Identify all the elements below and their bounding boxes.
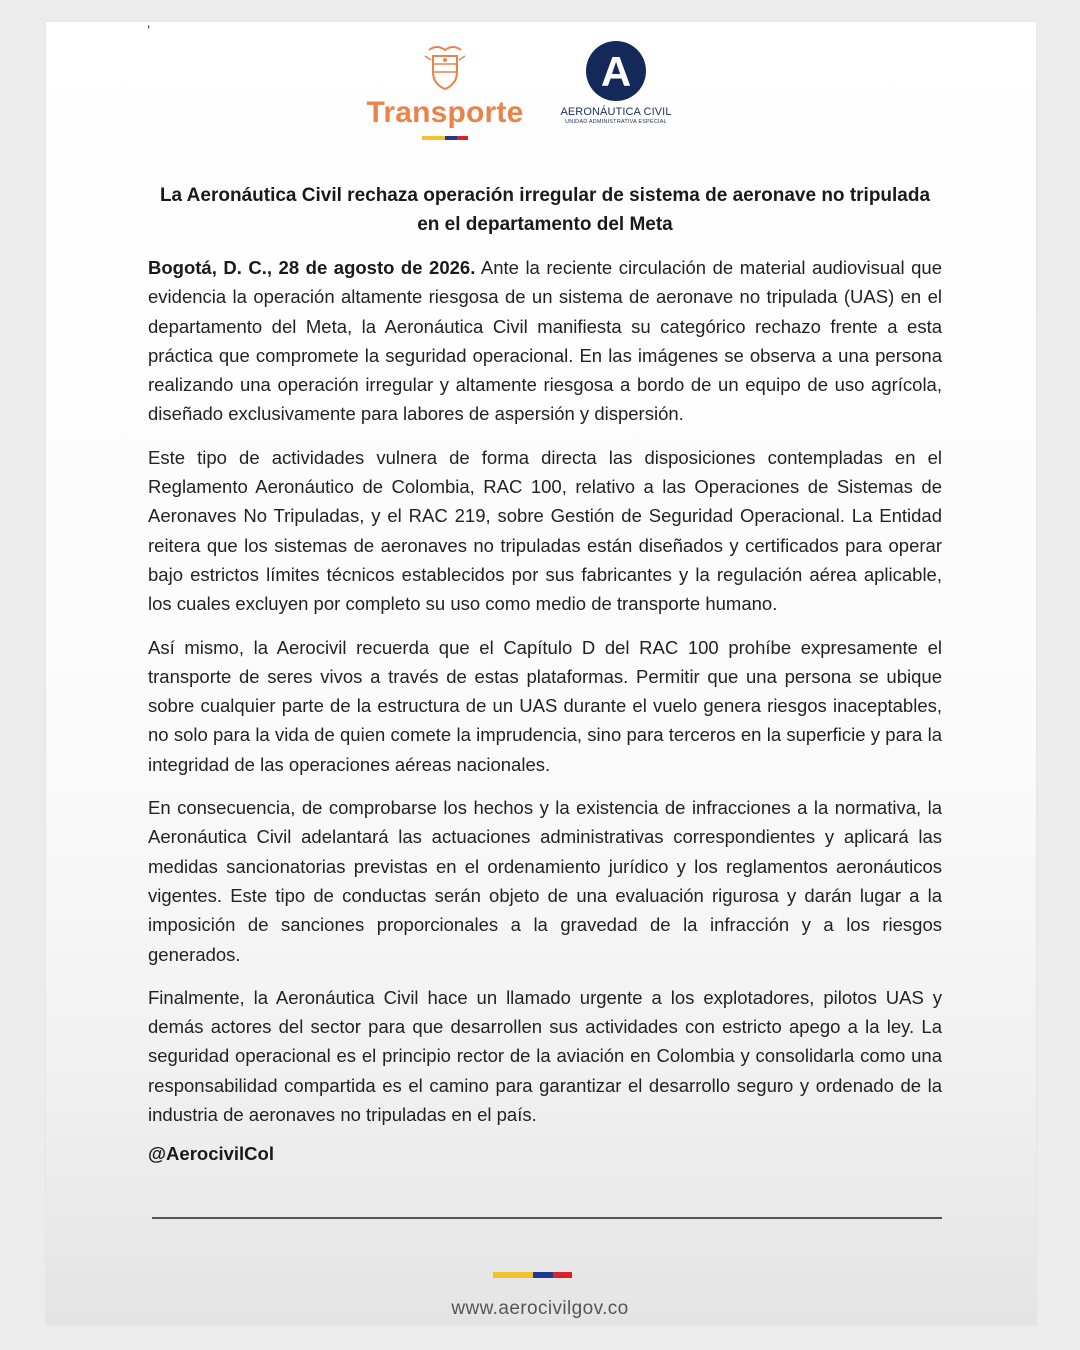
press-release-title [148,181,942,239]
transporte-wordmark: Transporte [366,96,524,129]
footer-flag-bar [493,1272,572,1278]
transporte-logo [360,38,530,140]
aerocivil-logo [546,40,686,125]
paragraph-2: Este tipo de actividades vulnera de forma directa las disposiciones contempladas en el Reglamento Aeronáutico de Colombia, RAC 100, relativo a las Operaciones de Sistemas de Aeronaves No Tripuladas, y el RAC 219, sobre Gestión de Seguridad Operacional. La Entidad reitera que los sistemas de aeronaves no tripuladas están diseñados y certificados para operar bajo estrictos límites técnicos establecidos por sus fabricantes y la regulación aérea aplicable, los cuales excluyen por completo su uso como medio de transporte humano. [148,446,942,615]
aerocivil-name: AERONÁUTICA CIVIL [560,106,672,118]
paragraph-1 [148,253,942,429]
footer-website-url: www.aerocivilgov.co [451,1298,629,1319]
stray-tick-mark: ’ [147,22,151,38]
coat-of-arms-icon [423,42,467,92]
transporte-flag-bar [422,136,468,140]
aerocivil-emblem-icon [585,40,647,102]
dateline: Bogotá, D. C., 28 de agosto de 2026. [148,257,476,278]
aerocivil-emblem-letter: A [600,48,632,95]
header-logos [0,38,1080,148]
footer-divider [152,1217,942,1219]
paragraph-3: Así mismo, la Aerocivil recuerda que el Capítulo D del RAC 100 prohíbe expresamente el transporte de seres vivos a través de estas plataformas. Permitir que una persona se ubique sobre cualquier parte de la estructura de un UAS durante el vuelo genera riesgos inaceptables, no solo para la vida de quien comete la imprudencia, sino para terceros en la superficie y para la integridad de las operaciones aéreas nacionales. [148,636,942,775]
aerocivil-subtitle: UNIDAD ADMINISTRATIVA ESPECIAL [565,119,667,125]
paragraph-1-text: Ante la reciente circulación de material audiovisual que evidencia la operación altamente riesgosa de un sistema de aeronave no tripulada (UAS) en el departamento del Meta, la Aeronáutica Civil manifiesta su categórico rechazo frente a esta práctica que compromete la seguridad operacional. En las imágenes se observa a una persona realizando una operación irregular y altamente riesgosa a bordo de un equipo de uso agrícola, diseñado exclusivamente para labores de aspersión y dispersión. [148,257,942,425]
title-line-1: La Aeronáutica Civil rechaza operación irregular de sistema de aeronave no tripulada [159,185,931,206]
social-handle: @AerocivilCol [148,1143,274,1165]
paragraph-5: Finalmente, la Aeronáutica Civil hace un llamado urgente a los explotadores, pilotos UAS y demás actores del sector para que desarrollen sus actividades con estricto apego a la ley. La seguridad operacional es el principio rector de la aviación en Colombia y consolidarla como una responsabilidad compartida es el camino para garantizar el desarrollo seguro y ordenado de la industria de aeronaves no tripuladas en el país. [148,986,942,1126]
press-release-body [148,253,942,1165]
title-line-2: en el departamento del Meta [417,214,673,235]
paragraph-4: En consecuencia, de comprobarse los hechos y la existencia de infracciones a la normativa, la Aeronáutica Civil adelantará las actuaciones administrativas correspondientes y aplicará las medidas sancionatorias previstas en el ordenamiento jurídico y los reglamentos aeronáuticos vigentes. Este tipo de conductas serán objeto de una evaluación rigurosa y darán lugar a la imposición de sanciones proporcionales a la gravedad de la infracción y a los riesgos generados. [148,797,942,965]
